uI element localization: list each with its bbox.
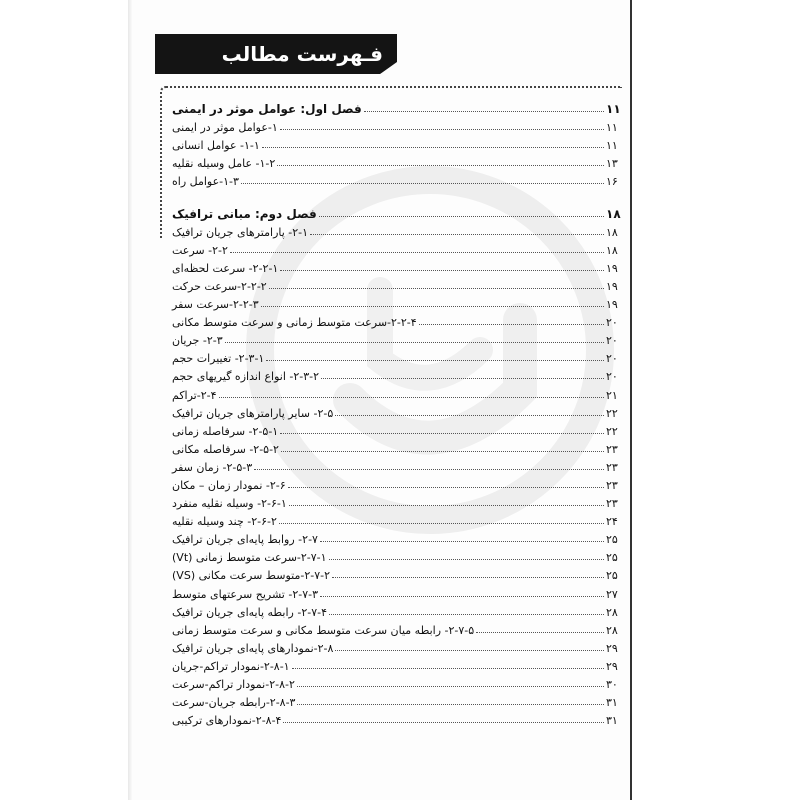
toc-page-number: ۲۳ [606, 442, 618, 456]
toc-entry-title: ۲-۷-۱-سرعت متوسط زمانی (Vt) [172, 551, 327, 565]
toc-entry-title: ۲-۷- روابط پایه‌ای جریان ترافیک [172, 533, 318, 547]
toc-page-number: ۱۸ [606, 206, 621, 221]
toc-dot-leader [335, 415, 604, 416]
toc-row [170, 601, 622, 619]
toc-dot-leader [283, 722, 604, 723]
toc-row [170, 134, 622, 152]
toc-entry-title: ۲-۷-۳- تشریح سرعتهای متوسط [172, 587, 318, 601]
toc-entry-title: ۲-۷-۴- رابطه پایه‌ای جریان ترافیک [172, 605, 327, 619]
toc-dot-leader [266, 360, 604, 361]
toc-dot-leader [419, 324, 604, 325]
toc-entry-title: ۱-۲- عامل وسیله نقلیه [172, 157, 276, 171]
toc-dot-leader [280, 129, 604, 130]
toc-row [170, 365, 622, 383]
toc-dot-leader [297, 704, 604, 705]
toc-entry-title: ۲-۱- پارامترهای جریان ترافیک [172, 225, 309, 239]
toc-page-number: ۱۹ [606, 298, 618, 312]
toc-row [170, 402, 622, 420]
toc-page-number: ۲۰ [606, 352, 618, 366]
toc-chapter-row [170, 98, 622, 116]
toc-dot-leader [281, 451, 604, 452]
toc-row [170, 564, 622, 582]
toc-row [170, 420, 622, 438]
toc-row [170, 383, 622, 401]
toc-page-number: ۲۳ [606, 460, 618, 474]
toc-row [170, 673, 622, 691]
toc-row [170, 528, 622, 546]
toc-dot-leader [225, 342, 604, 343]
toc-entry-title: ۲-۳-۲- انواع اندازه گیریهای حجم [172, 370, 320, 384]
toc-dot-leader [321, 378, 604, 379]
toc-row [170, 347, 622, 365]
toc-entry-title: ۲-۲- سرعت [172, 243, 228, 257]
toc-entry-title: ۲-۶-۱- وسیله نقلیه منفرد [172, 497, 287, 511]
toc-dot-leader [230, 252, 604, 253]
toc-dot-leader [297, 686, 604, 687]
toc-entry-title: ۲-۵-۱- سرفاصله زمانی [172, 424, 279, 438]
toc-page-number: ۱۱ [606, 102, 621, 117]
toc-row [170, 655, 622, 673]
toc-row [170, 152, 622, 170]
toc-row [170, 275, 622, 293]
toc-page-number: ۲۸ [606, 623, 618, 637]
toc-row [170, 257, 622, 275]
toc-entry-title: ۲-۵-۳- زمان سفر [172, 460, 253, 474]
toc-entry-title: ۱-۱- عوامل انسانی [172, 139, 260, 153]
toc-dot-leader [289, 505, 604, 506]
toc-dot-leader [280, 270, 604, 271]
toc-entry-title: ۲-۸-۳-رابطه جریان-سرعت [172, 696, 296, 710]
toc-dot-leader [292, 668, 604, 669]
toc-page-number: ۱۹ [606, 279, 618, 293]
toc-page-number: ۲۸ [606, 605, 618, 619]
toc-dot-leader [269, 288, 604, 289]
toc-entry-title: ۱-۳-عوامل راه [172, 175, 239, 189]
toc-dot-leader [329, 559, 604, 560]
toc-entry-title: ۲-۸-۲-نمودار تراکم-سرعت [172, 678, 295, 691]
toc-dot-leader [310, 234, 604, 235]
toc-row [170, 438, 622, 456]
toc-page-number: ۲۷ [606, 587, 618, 601]
toc-page-number: ۱۱ [606, 121, 618, 135]
toc-row [170, 221, 622, 239]
toc-dot-leader [280, 433, 604, 434]
toc-entry-title: ۲-۴-تراکم [172, 388, 217, 402]
toc-entry-title: ۲-۲-۲-سرعت حرکت [172, 279, 267, 293]
toc-row [170, 492, 622, 510]
toc-entry-title: ۲-۶- نمودار زمان – مکان [172, 478, 286, 492]
toc-row [170, 582, 622, 600]
toc-dot-leader [279, 523, 604, 524]
toc-row [170, 170, 622, 188]
toc-page-number: ۲۲ [606, 424, 618, 438]
toc-row [170, 329, 622, 347]
toc-page-number: ۲۳ [606, 497, 618, 511]
toc-page-number: ۳۱ [606, 696, 618, 710]
toc-entry-title: فصل اول: عوامل موثر در ایمنی [172, 102, 362, 117]
toc-dot-leader [320, 596, 604, 597]
toc-page-number: ۲۵ [606, 569, 618, 583]
toc-page-number: ۱۳ [606, 157, 618, 171]
toc-dot-leader [319, 216, 604, 217]
toc-entry-title: ۱-عوامل موثر در ایمنی [172, 121, 278, 135]
toc-row [170, 474, 622, 492]
toc-row [170, 239, 622, 257]
toc-page-number: ۲۵ [606, 533, 618, 547]
page-title: فـهرست مطالب [221, 42, 383, 66]
toc-row [170, 293, 622, 311]
table-of-contents [170, 98, 622, 727]
toc-dot-leader [329, 614, 604, 615]
toc-row [170, 546, 622, 564]
toc-dot-leader [254, 469, 604, 470]
toc-page-number: ۱۸ [606, 243, 618, 257]
toc-dot-leader [262, 147, 604, 148]
toc-entry-title: ۲-۳-۱- تغییرات حجم [172, 352, 265, 366]
toc-dot-leader [241, 183, 604, 184]
toc-page-number: ۱۹ [606, 261, 618, 275]
toc-entry-title: ۲-۲-۱- سرعت لحظه‌ای [172, 261, 279, 275]
toc-entry-title: ۲-۷-۲-متوسط سرعت مکانی (VS) [172, 569, 330, 583]
toc-page-number: ۲۵ [606, 551, 618, 565]
toc-page-number: ۲۱ [606, 388, 618, 402]
toc-entry-title: ۲-۵-۲- سرفاصله مکانی [172, 442, 279, 456]
toc-page-number: ۱۶ [606, 175, 618, 189]
toc-dot-leader [261, 306, 604, 307]
toc-page-number: ۲۴ [606, 515, 618, 529]
toc-row [170, 619, 622, 637]
toc-row [170, 311, 622, 329]
toc-row [170, 691, 622, 709]
toc-entry-title: فصل دوم: مبانی ترافیک [172, 206, 317, 221]
toc-page-number: ۲۰ [606, 334, 618, 348]
toc-row [170, 709, 622, 727]
toc-dot-leader [335, 650, 604, 651]
toc-row [170, 116, 622, 134]
toc-chapter-row [170, 202, 622, 220]
toc-dot-leader [288, 487, 604, 488]
toc-entry-title: ۲-۸-۱-نمودار تراکم-جریان [172, 659, 290, 673]
toc-page-number: ۳۰ [606, 678, 618, 691]
toc-page-number: ۲۲ [606, 406, 618, 420]
toc-page-number: ۳۱ [606, 714, 618, 728]
toc-entry-title: ۲-۸-۴-نمودارهای ترکیبی [172, 714, 282, 728]
toc-row [170, 637, 622, 655]
toc-entry-title: ۲-۵- سایر پارامترهای جریان ترافیک [172, 406, 334, 420]
toc-entry-title: ۲-۳- جریان [172, 334, 223, 348]
toc-dot-leader [277, 165, 604, 166]
toc-dot-leader [320, 541, 604, 542]
toc-dot-leader [332, 577, 604, 578]
toc-page-number: ۱۱ [606, 139, 618, 153]
toc-dot-leader [476, 632, 604, 633]
toc-entry-title: ۲-۸-نمودارهای پایه‌ای جریان ترافیک [172, 641, 334, 655]
toc-page-number: ۲۰ [606, 316, 618, 330]
toc-entry-title: ۲-۲-۳-سرعت سفر [172, 298, 259, 312]
toc-page-number: ۲۹ [606, 659, 618, 673]
toc-row [170, 510, 622, 528]
toc-entry-title: ۲-۲-۴-سرعت متوسط زمانی و سرعت متوسط مکانی [172, 316, 417, 330]
toc-page-number: ۲۰ [606, 370, 618, 384]
toc-page-number: ۱۸ [606, 225, 618, 239]
toc-entry-title: ۲-۷-۵- رابطه میان سرعت متوسط مکانی و سرعت متوسط زمانی [172, 623, 475, 637]
toc-dot-leader [219, 397, 604, 398]
toc-page-number: ۲۳ [606, 478, 618, 492]
toc-dot-leader [364, 111, 604, 112]
toc-entry-title: ۲-۶-۲- چند وسیله نقلیه [172, 515, 277, 529]
toc-row [170, 456, 622, 474]
toc-page-number: ۲۹ [606, 641, 618, 655]
